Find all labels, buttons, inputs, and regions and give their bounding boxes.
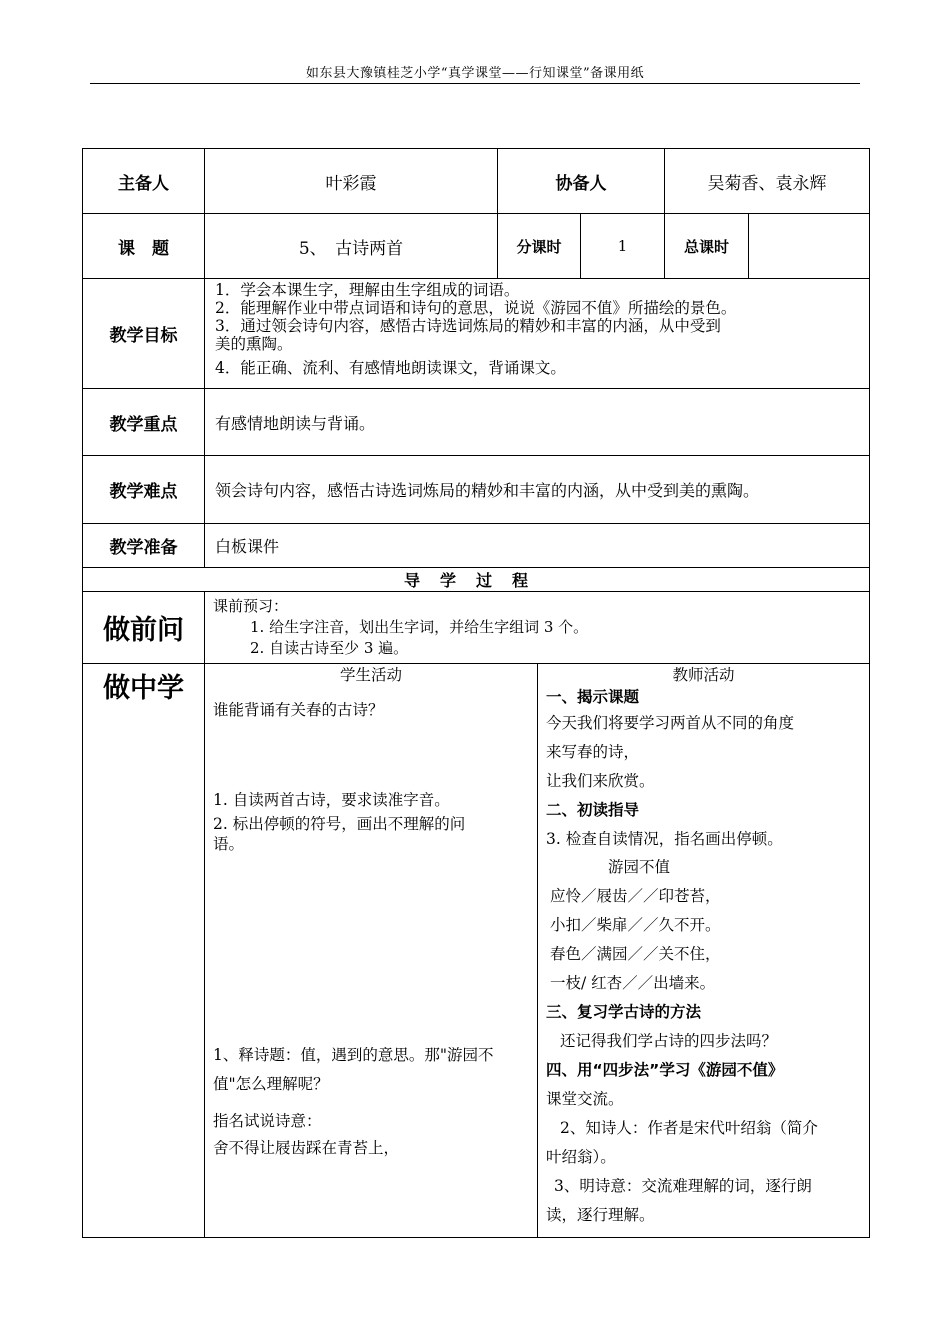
goal-item: 1．学会本课生字，理解由生字组成的词语。 [215,281,520,299]
teacher-heading: 四、用“四步法”学习《游园不值》 [546,1061,784,1079]
goal-item: 美的熏陶。 [215,335,293,353]
row-focus [83,389,870,456]
teacher-line: 今天我们将要学习两首从不同的角度 [546,714,795,732]
topic-label: 课 题 [83,214,205,279]
before-line: 课前预习： [213,597,289,615]
row-during [83,664,870,1238]
prep-label: 教学准备 [83,524,205,568]
co-label: 协备人 [498,149,665,214]
lesson-plan-table [82,148,870,1238]
teacher-line: 来写春的诗， [546,743,640,761]
student-line: 2. 标出停顿的符号，画出不理解的问 [213,815,466,833]
student-line: 1、释诗题：值，遇到的意思。那"游园不 [213,1046,494,1064]
row-preparers [83,149,870,214]
teacher-line: 3、明诗意：交流难理解的词，逐行朗 [554,1177,812,1195]
prep-value: 白板课件 [205,524,870,568]
teacher-heading: 三、复习学古诗的方法 [546,1003,702,1021]
student-line: 指名试说诗意： [213,1112,322,1130]
focus-label: 教学重点 [83,389,205,456]
teacher-heading: 二、初读指导 [546,801,640,819]
goals-content [205,279,870,389]
page-header: 如东县大豫镇桂芝小学“真学课堂——行知课堂”备课用纸 [305,66,645,81]
teacher-line: 3. 检查自读情况，指名画出停顿。 [546,830,783,848]
lead-label: 主备人 [83,149,205,214]
session-label: 分课时 [498,214,581,279]
before-label: 做前问 [83,592,205,664]
teacher-line: 叶绍翁）。 [546,1148,616,1166]
teacher-activity-title: 教师活动 [672,666,735,684]
student-activity-title: 学生活动 [339,666,402,684]
student-line: 值"怎么理解呢？ [213,1075,329,1093]
before-line: 2. 自读古诗至少 3 遍。 [250,639,409,657]
goal-item: 4．能正确、流利、有感情地朗读课文，背诵课文。 [215,359,566,377]
poem-title: 游园不值 [608,858,671,876]
student-activity-column [205,664,538,1238]
teacher-activity-column [538,664,870,1238]
difficulty-label: 教学难点 [83,456,205,524]
lead-value: 叶彩霞 [205,149,498,214]
goals-label: 教学目标 [83,279,205,389]
row-prep [83,524,870,568]
row-difficulty [83,456,870,524]
total-label: 总课时 [665,214,749,279]
focus-value: 有感情地朗读与背诵。 [205,389,870,456]
teacher-line: 读，逐行理解。 [546,1206,655,1224]
teacher-line: 课堂交流。 [546,1090,624,1108]
difficulty-value: 领会诗句内容，感悟古诗选词炼局的精妙和丰富的内涵，从中受到美的熏陶。 [205,456,870,524]
during-label: 做中学 [83,664,205,1238]
poem-line: 春色／满园／／关不住， [550,945,721,963]
poem-line: 一枝/ 红杏／／出墙来。 [550,974,716,992]
row-goals [83,279,870,389]
student-line: 1. 自读两首古诗，要求读准字音。 [213,791,450,809]
header-divider [90,83,860,84]
before-content [205,592,870,664]
goal-item: 3．通过领会诗句内容，感悟古诗选词炼局的精妙和丰富的内涵，从中受到 [215,317,721,335]
teacher-heading: 一、揭示课题 [546,688,640,706]
total-value [749,214,870,279]
goal-item: 2．能理解作业中带点词语和诗句的意思，说说《游园不值》所描绘的景色。 [215,299,737,317]
session-value: 1 [581,214,665,279]
teacher-line: 2、知诗人：作者是宋代叶绍翁（简介 [560,1119,818,1137]
row-process-title [83,568,870,592]
topic-value: 5、 古诗两首 [205,214,498,279]
process-title: 导学过程 [83,568,870,592]
poem-line: 应怜／屐齿／／印苍苔， [550,887,721,905]
teacher-line: 还记得我们学占诗的四步法吗？ [560,1032,778,1050]
before-line: 1. 给生字注音，划出生字词，并给生字组词 3 个。 [250,618,589,636]
row-before [83,592,870,664]
student-line: 舍不得让屐齿踩在青苔上， [213,1139,400,1157]
student-line: 谁能背诵有关春的古诗？ [213,701,384,719]
co-value: 吴菊香、袁永辉 [665,149,870,214]
poem-line: 小扣／柴扉／／久不开。 [550,916,721,934]
row-topic [83,214,870,279]
student-line: 语。 [213,835,245,853]
teacher-line: 让我们来欣赏。 [546,772,655,790]
